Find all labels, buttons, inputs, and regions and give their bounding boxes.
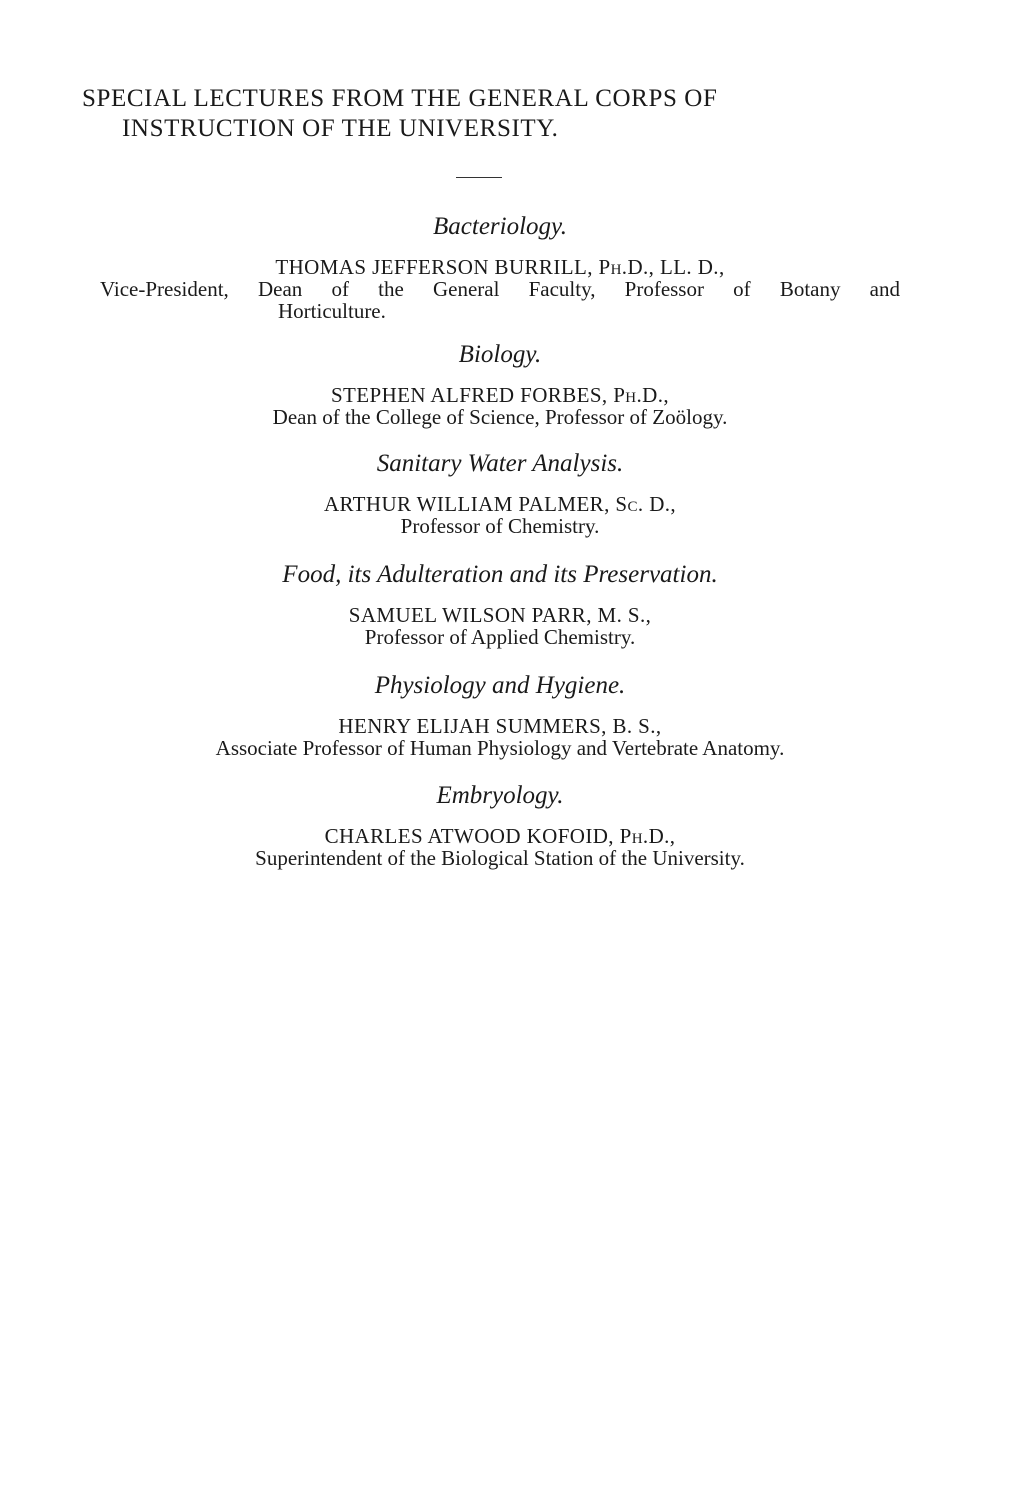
lecture-subject: Bacteriology. (433, 213, 567, 240)
lecture-subject: Sanitary Water Analysis. (376, 450, 624, 477)
lecturer-title: Superintendent of the Biological Station of the University. (255, 846, 745, 870)
lecture-entry-sanitary-water-analysis (60, 449, 940, 537)
lecturer-title: Associate Professor of Human Physiology and Vertebrate Anatomy. (215, 736, 785, 760)
lecturer-name: CHARLES ATWOOD KOFOID, Ph.D., (324, 824, 676, 848)
heading-line-1: SPECIAL LECTURES FROM THE GENERAL CORPS OF (82, 85, 718, 112)
lecture-subject: Food, its Adulteration and its Preservation. (282, 561, 718, 588)
lecturer-name: STEPHEN ALFRED FORBES, Ph.D., (330, 383, 670, 407)
lecturer-name: SAMUEL WILSON PARR, M. S., (348, 603, 652, 627)
lecture-subject: Embryology. (436, 782, 564, 809)
lecturer-degree: Ph.D., (613, 383, 670, 407)
lecture-entry-biology (60, 340, 940, 428)
lecturer-name: THOMAS JEFFERSON BURRILL, Ph.D., LL. D., (275, 255, 725, 279)
lecture-entry-embryology (60, 781, 940, 869)
lecturer-name: HENRY ELIJAH SUMMERS, B. S., (338, 714, 662, 738)
lecturer-title-continued: Horticulture. (278, 299, 386, 323)
lecture-entry-bacteriology (60, 212, 940, 322)
lecture-subject: Biology. (458, 341, 542, 368)
lecturer-degree: Ph.D., LL. D., (598, 255, 725, 279)
lecturer-title: Professor of Chemistry. (400, 514, 600, 538)
page-heading (82, 84, 872, 144)
separator-rule (456, 177, 502, 178)
lecturer-degree: Ph.D., (619, 824, 676, 848)
lecturer-degree: Sc. D., (615, 492, 677, 516)
lecture-entry-physiology-hygiene (60, 671, 940, 759)
heading-line-2: INSTRUCTION OF THE UNIVERSITY. (122, 115, 559, 142)
lecturer-title: Dean of the College of Science, Professor of Zoölogy. (272, 405, 728, 429)
lecturer-name: ARTHUR WILLIAM PALMER, Sc. D., (323, 492, 677, 516)
lecturer-title: Vice-President, Dean of the General Faculty, Professor of Botany and (100, 277, 900, 301)
lecture-entry-food (60, 560, 940, 648)
lecturer-title: Professor of Applied Chemistry. (364, 625, 636, 649)
lecture-subject: Physiology and Hygiene. (374, 672, 626, 699)
